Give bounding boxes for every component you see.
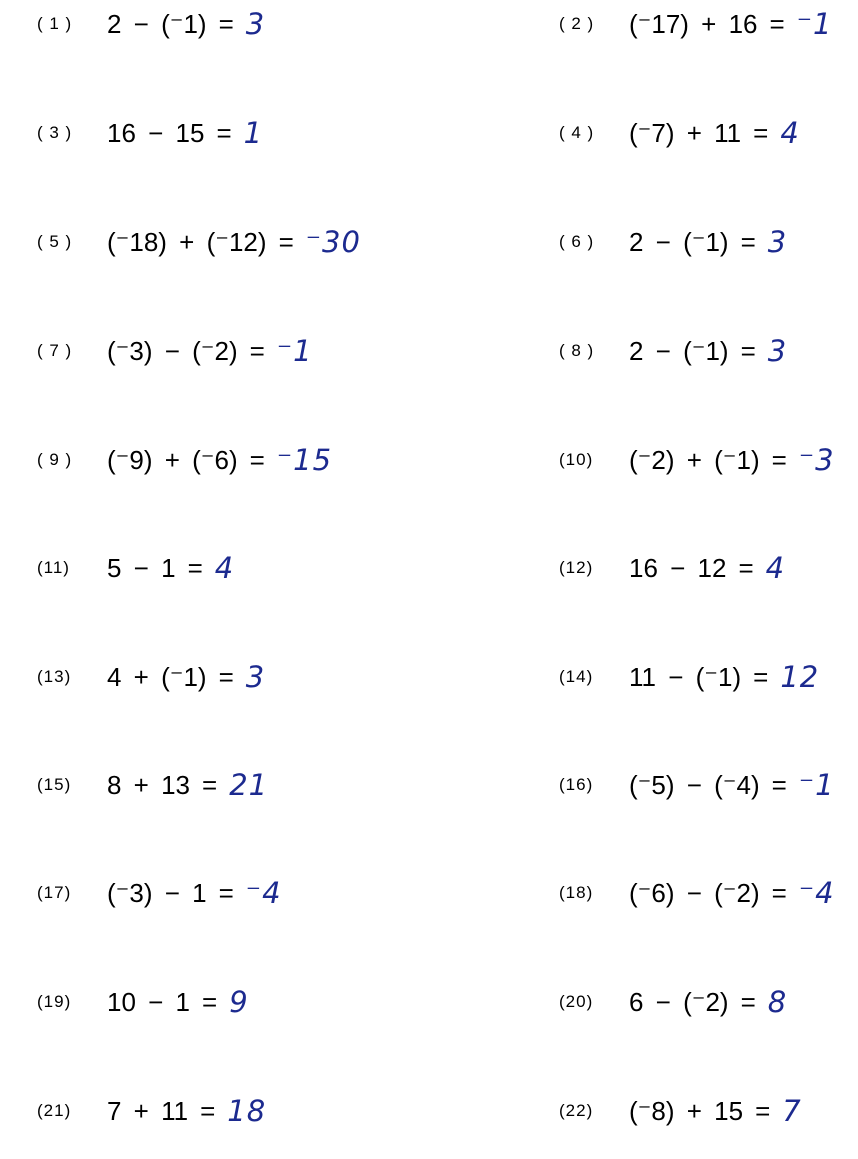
problem-number: (10)	[559, 450, 594, 469]
problem-number: (15)	[37, 775, 72, 794]
handwritten-answer: 1	[243, 116, 264, 150]
handwritten-answer: 7	[782, 1094, 802, 1128]
handwritten-answer: ⁻1	[276, 334, 313, 368]
handwritten-answer: 4	[780, 116, 800, 150]
problem-18	[559, 873, 835, 913]
problem-15	[37, 765, 268, 805]
problem-expression: (⁻5) − (⁻4)	[629, 769, 760, 800]
equals-sign: =	[249, 444, 265, 475]
equals-sign: =	[218, 661, 234, 692]
equals-sign: =	[187, 552, 203, 583]
problem-number: (12)	[559, 558, 594, 577]
problem-number: (18)	[559, 883, 594, 902]
problem-number: ( 7 )	[37, 341, 73, 360]
problem-row	[0, 982, 858, 1022]
equals-sign: =	[200, 1095, 216, 1126]
problem-expression: (⁻2) + (⁻1)	[629, 444, 760, 475]
problem-row	[0, 765, 858, 805]
equals-sign: =	[771, 444, 787, 475]
equals-sign: =	[218, 877, 234, 908]
handwritten-answer: ⁻1	[798, 768, 835, 802]
problem-expression: 4 + (⁻1)	[107, 661, 207, 692]
handwritten-answer: 3	[245, 660, 266, 694]
problem-row	[0, 4, 858, 44]
problem-expression: (⁻3) − (⁻2)	[107, 335, 238, 366]
equals-sign: =	[202, 986, 218, 1017]
handwritten-answer: ⁻3	[798, 443, 835, 477]
problem-expression: 5 − 1	[107, 552, 176, 583]
problem-expression: 7 + 11	[107, 1095, 189, 1126]
handwritten-answer: 21	[229, 768, 269, 802]
problem-3	[37, 113, 263, 153]
problem-expression: (⁻7) + 11	[629, 117, 742, 148]
problem-expression: (⁻6) − (⁻2)	[629, 877, 760, 908]
problem-14	[559, 657, 819, 697]
handwritten-answer: 3	[767, 225, 788, 259]
problem-number: (20)	[559, 992, 594, 1011]
problem-10	[559, 440, 835, 480]
problem-number: ( 2 )	[559, 14, 595, 33]
problem-8	[559, 331, 787, 371]
problem-row	[0, 873, 858, 913]
problem-row	[0, 222, 858, 262]
problem-expression: (⁻17) + 16	[629, 8, 758, 39]
equals-sign: =	[755, 1095, 771, 1126]
problem-expression: 16 − 12	[629, 552, 727, 583]
problem-expression: (⁻9) + (⁻6)	[107, 444, 238, 475]
problem-16	[559, 765, 835, 805]
problem-row	[0, 657, 858, 697]
problem-6	[559, 222, 787, 262]
problem-12	[559, 548, 785, 588]
problem-row	[0, 1091, 858, 1131]
problem-7	[37, 331, 313, 371]
problem-number: (22)	[559, 1101, 594, 1120]
handwritten-answer: ⁻4	[798, 876, 835, 910]
problem-19	[37, 982, 249, 1022]
problem-expression: 11 − (⁻1)	[629, 661, 742, 692]
problem-expression: 16 − 15	[107, 117, 205, 148]
problem-row	[0, 331, 858, 371]
problem-expression: (⁻3) − 1	[107, 877, 207, 908]
handwritten-answer: 4	[765, 551, 786, 585]
problem-number: ( 9 )	[37, 450, 73, 469]
problem-expression: 2 − (⁻1)	[107, 8, 207, 39]
problem-expression: 2 − (⁻1)	[629, 226, 729, 257]
problem-number: (11)	[37, 558, 70, 577]
equals-sign: =	[218, 8, 234, 39]
handwritten-answer: 3	[245, 7, 266, 41]
problem-row	[0, 548, 858, 588]
problem-expression: 8 + 13	[107, 769, 191, 800]
problem-22	[559, 1091, 802, 1131]
problem-number: ( 3 )	[37, 123, 73, 142]
problem-number: (13)	[37, 667, 72, 686]
problem-17	[37, 873, 282, 913]
problem-expression: (⁻18) + (⁻12)	[107, 226, 267, 257]
handwritten-answer: 18	[227, 1094, 267, 1128]
problem-2	[559, 4, 832, 44]
equals-sign: =	[771, 769, 787, 800]
equals-sign: =	[738, 552, 754, 583]
problem-expression: 10 − 1	[107, 986, 191, 1017]
problem-expression: 6 − (⁻2)	[629, 986, 729, 1017]
equals-sign: =	[753, 661, 769, 692]
problem-number: ( 5 )	[37, 232, 73, 251]
problem-number: (19)	[37, 992, 72, 1011]
problem-number: ( 4 )	[559, 123, 595, 142]
handwritten-answer: 3	[767, 334, 788, 368]
problem-expression: 2 − (⁻1)	[629, 335, 729, 366]
equals-sign: =	[740, 986, 756, 1017]
handwritten-answer: 9	[229, 985, 249, 1019]
problem-11	[37, 548, 234, 588]
equals-sign: =	[249, 335, 265, 366]
problem-expression: (⁻8) + 15	[629, 1095, 744, 1126]
problem-9	[37, 440, 332, 480]
handwritten-answer: 12	[780, 660, 820, 694]
problem-number: (14)	[559, 667, 594, 686]
equals-sign: =	[769, 8, 785, 39]
problem-number: (16)	[559, 775, 594, 794]
equals-sign: =	[740, 226, 756, 257]
problem-5	[37, 222, 361, 262]
problem-20	[559, 982, 787, 1022]
equals-sign: =	[278, 226, 294, 257]
problem-number: (21)	[37, 1101, 72, 1120]
equals-sign: =	[202, 769, 218, 800]
problem-number: ( 6 )	[559, 232, 595, 251]
problem-number: ( 8 )	[559, 341, 595, 360]
problem-number: (17)	[37, 883, 72, 902]
equals-sign: =	[753, 117, 769, 148]
equals-sign: =	[771, 877, 787, 908]
equals-sign: =	[216, 117, 232, 148]
problem-row	[0, 113, 858, 153]
equals-sign: =	[740, 335, 756, 366]
handwritten-answer: ⁻1	[796, 7, 833, 41]
handwritten-answer: 8	[767, 985, 788, 1019]
handwritten-answer: ⁻15	[276, 443, 333, 477]
problem-1	[37, 4, 265, 44]
handwritten-answer: 4	[214, 551, 235, 585]
problem-4	[559, 113, 800, 153]
handwritten-answer: ⁻30	[305, 225, 361, 259]
problem-row	[0, 440, 858, 480]
problem-21	[37, 1091, 266, 1131]
problem-number: ( 1 )	[37, 14, 73, 33]
problem-13	[37, 657, 265, 697]
handwritten-answer: ⁻4	[245, 876, 282, 910]
